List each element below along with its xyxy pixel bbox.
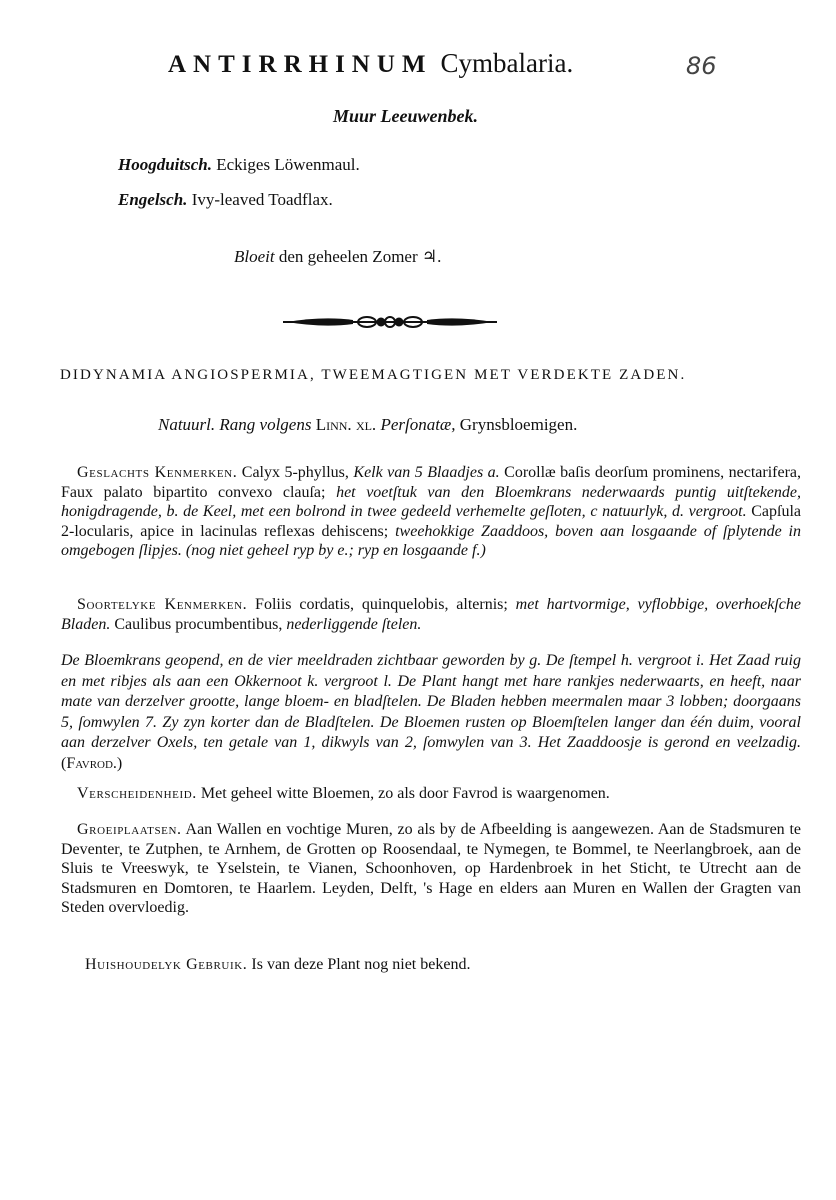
genus-characters-dutch-f: tweehokkige Zaaddoos, boven aan losgaande of ſplytende in omgebogen ſlipjes. (nog niet geheel ryp by e.; ryp en losgaande f.)	[61, 522, 802, 560]
use-heading: Huishoudelyk Gebruik.	[85, 956, 248, 973]
genus-characters-latin-c: Corollæ baſis deorſum prominens, nectarifera, Faux palato bipartito convexo clauſa;	[61, 464, 802, 501]
page-number: 86	[686, 52, 717, 80]
natural-order-family-latin: Perſonatæ,	[380, 415, 456, 434]
flowering-text: den geheelen Zomer ♃.	[278, 247, 442, 266]
ornament-divider	[283, 314, 497, 330]
genus-characters-latin-e: Capſula 2-locularis, apice in lacinulas reflexas dehiscens;	[61, 503, 802, 540]
description-source: (Favrod.)	[61, 754, 123, 772]
natural-order-line	[158, 415, 577, 435]
species-characters-heading: Soortelyke Kenmerken.	[77, 596, 248, 613]
natural-order-author: Linn.	[315, 415, 352, 434]
english-name: Ivy-leaved Toadflax.	[191, 190, 333, 209]
description-text: De Bloemkrans geopend, en de vier meeldraden zichtbaar geworden by g. De ſtempel h. vergroot i. Het Zaad ruig en met ribjes als aan een Okkernoot k. vergroot l. De Plant hangt met hare rankjes nederwaarts, en heeft, naar mate van derzelver grootte, lange bloem- en bladſtelen. De Bladen hebben meermalen maar 3 lobben; doorgaans 5, ſomwylen 7. Zy zyn korter dan de Bladſtelen. De Bloemen rusten op Bloemſtelen langer dan één duim, vooral aan derzelver Oxels, ten getale van 1, dikwyls van 2, ſomwylen van 3. Het Zaaddoosje is gerond en veelzadig.	[61, 652, 801, 751]
genus-characters-dutch-d: het voetſtuk van den Bloemkrans nederwaards puntig uitſtekende, honigdragende, b. de Keel, met een bolrond in twee gedeeld verhemelte geſloten, c natuurlyk, d. vergroot.	[61, 483, 802, 521]
species-name: Cymbalaria.	[440, 48, 574, 78]
flowering-label: Bloeit	[234, 247, 275, 266]
species-characters-paragraph	[61, 595, 801, 634]
habitat-heading: Groeiplaatsen.	[77, 821, 182, 838]
german-name: Eckiges Löwenmaul.	[216, 155, 360, 174]
species-characters-latin-c: Caulibus procumbentibus,	[114, 615, 283, 633]
english-name-line	[118, 190, 333, 210]
natural-order-number: xl.	[355, 415, 377, 434]
flowering-line	[234, 247, 441, 267]
english-label: Engelsch.	[118, 190, 188, 209]
genus-characters-heading: Geslachts Kenmerken.	[77, 464, 238, 481]
description-paragraph	[61, 651, 801, 774]
habitat-text: Aan Wallen en vochtige Muren, zo als by de Afbeelding is aangewezen. Aan de Stadsmuren te Deventer, te Zutphen, te Arnhem, de Grotten op Roosendaal, te Nymegen, te Bommel, te Neerlangbroek, aan de Sluis te Vreeswyk, te Yselstein, te Vianen, Schoonhoven, op Hardenbroek in het Sticht, te Utrecht aan de Stadsmuren en Domtoren, te Haarlem. Leyden, Delft, 's Hage en elders aan Muren en Wallen der Gragten van Steden overvloedig.	[61, 821, 801, 917]
habitat-paragraph	[61, 820, 801, 918]
use-paragraph	[61, 955, 801, 975]
genus-name: ANTIRRHINUM	[168, 51, 433, 78]
genus-characters-latin-a: Calyx 5-phyllus,	[241, 464, 349, 481]
use-text: Is van deze Plant nog niet bekend.	[251, 956, 471, 973]
genus-characters-paragraph	[61, 463, 801, 561]
natural-order-label: Natuurl. Rang volgens	[158, 415, 312, 434]
genus-characters-dutch-b: Kelk van 5 Blaadjes a.	[353, 464, 500, 481]
species-characters-dutch-b: met hartvormige, vyflobbige, overhoekſche Bladen.	[61, 596, 801, 633]
german-name-line	[118, 155, 360, 175]
variety-paragraph	[61, 784, 801, 804]
german-label: Hoogduitsch.	[118, 155, 212, 174]
common-name: Muur Leeuwenbek.	[333, 106, 479, 126]
linnaean-classification: DIDYNAMIA ANGIOSPERMIA, TWEEMAGTIGEN MET VERDEKTE ZADEN.	[60, 367, 687, 383]
species-characters-latin-a: Foliis cordatis, quinquelobis, alternis;	[255, 596, 508, 613]
species-characters-dutch-d: nederliggende ſtelen.	[286, 615, 422, 633]
variety-text: Met geheel witte Bloemen, zo als door Favrod is waargenomen.	[200, 785, 610, 802]
natural-order-family-dutch: Grynsbloemigen.	[459, 415, 578, 434]
page-title	[168, 48, 573, 79]
variety-heading: Verscheidenheid.	[77, 785, 197, 802]
